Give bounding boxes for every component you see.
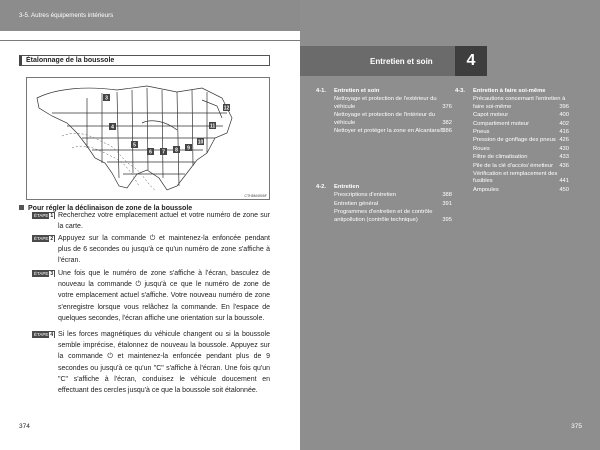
toc-section-title: Entretien et soin <box>334 88 380 94</box>
zone-label: 12 <box>223 105 230 112</box>
step-text: Si les forces magnétiques du véhicule changent ou si la boussole semble imprécise, étalonnez de nouveau la boussole. Appuyez sur la commande ⏻ et maintenez-la enfoncée pendant plus de 9 secondes ou jusqu'à ce qu'un "C" s'affiche à l'écran. Une fois qu'un "C" s'affiche à l'écran, conduisez le véhicule doucement en effectuant des cercles jusqu'à ce que la boussole soit étalonnée. <box>58 331 270 395</box>
section-title: Étalonnage de la boussole <box>19 55 270 66</box>
zone-label: 7 <box>162 149 165 156</box>
zone-label: 11 <box>209 123 216 130</box>
zone-label: 6 <box>149 149 152 156</box>
toc-item[interactable]: Nettoyage et protection de l'intérieur du véhicule 382 <box>334 112 452 126</box>
zone-label: 4 <box>111 124 114 131</box>
step-text: Appuyez sur la commande ⏻ et maintenez-la enfoncée pendant plus de 6 secondes ou jusqu'à ce qu'un numéro de zone s'affiche à l'écran. <box>58 235 270 265</box>
step-badge: ÉTAPE 4 <box>34 332 54 338</box>
toc-item[interactable]: Nettoyer et protéger la zone en Alcantara® 386 <box>334 128 452 135</box>
compass-zone-map <box>26 77 270 200</box>
toc-item[interactable]: Ampoules 450 <box>473 186 569 193</box>
toc-item[interactable]: Prescriptions d'entretien 388 <box>334 192 452 199</box>
toc-item[interactable]: Précautions concernant l'entretien à faire soi-même 396 <box>473 96 569 110</box>
step-badge: ÉTAPE 1 <box>34 213 54 219</box>
chapter-number-tab: 4 <box>455 46 487 76</box>
page-number: 374 <box>19 423 30 430</box>
zone-label: 3 <box>105 95 108 102</box>
page-header: 3-5. Autres équipements intérieurs <box>19 12 114 19</box>
step-badge: ÉTAPE 3 <box>34 271 54 277</box>
toc-item[interactable]: Pile de la clé d'accès/ émetteur 436 <box>473 162 569 169</box>
step-3 <box>19 268 270 324</box>
figure-code: CTH5M4905F <box>244 194 267 198</box>
step-badge: ÉTAPE 2 <box>34 236 54 242</box>
toc-section-title: Entretien à faire soi-même <box>473 88 546 94</box>
toc-section-4-3 <box>455 88 569 194</box>
toc-item[interactable]: Nettoyage et protection de l'extérieur du véhicule 376 <box>334 96 452 110</box>
toc-section-4-2 <box>316 184 452 224</box>
toc-item[interactable]: Filtre de climatisation 433 <box>473 154 569 161</box>
zone-label: 10 <box>197 139 204 146</box>
step-text: Recherchez votre emplacement actuel et votre numéro de zone sur la carte. <box>58 212 270 231</box>
toc-item[interactable]: Compartiment moteur 402 <box>473 120 569 127</box>
toc-section-number: 4-3. <box>455 88 465 94</box>
step-4 <box>19 329 270 396</box>
toc-item[interactable]: Vérification et remplacement des fusibles 441 <box>473 171 569 185</box>
subsection-title: Pour régler la déclinaison de zone de la boussole <box>19 205 192 212</box>
step-1 <box>19 210 270 232</box>
right-page <box>300 0 600 450</box>
toc-section-number: 4-1. <box>316 88 326 94</box>
header-rule <box>0 40 300 41</box>
toc-item[interactable]: Pneus 416 <box>473 129 569 136</box>
zone-label: 8 <box>175 147 178 154</box>
toc-item[interactable]: Capot moteur 400 <box>473 112 569 119</box>
page-number: 375 <box>571 423 582 430</box>
zone-label: 5 <box>133 142 136 149</box>
toc-section-number: 4-2. <box>316 184 326 190</box>
north-america-map-icon <box>27 78 269 199</box>
toc-item[interactable]: Pression de gonflage des pneus 426 <box>473 137 569 144</box>
zone-label: 9 <box>187 145 190 152</box>
step-text: Une fois que le numéro de zone s'affiche à l'écran, basculez de nouveau la commande ⏻ jusqu'à ce que le numéro de zone de votre emplacement actuel s'affiche. Votre nouveau numéro de zone s'enregistre lorsque vous relâchez la commande. En l'espace de quelques secondes, l'écran affiche une orientation sur la boussole. <box>58 270 270 322</box>
toc-section-4-1 <box>316 88 452 135</box>
toc-section-title: Entretien <box>334 184 360 190</box>
step-2 <box>19 233 270 267</box>
toc-item[interactable]: Roues 430 <box>473 145 569 152</box>
toc-item[interactable]: Programmes d'entretien et de contrôle antipollution (contrôle technique) 395 <box>334 209 452 223</box>
chapter-title: Entretien et soin <box>370 57 433 66</box>
toc-item[interactable]: Entretien général 391 <box>334 200 452 207</box>
